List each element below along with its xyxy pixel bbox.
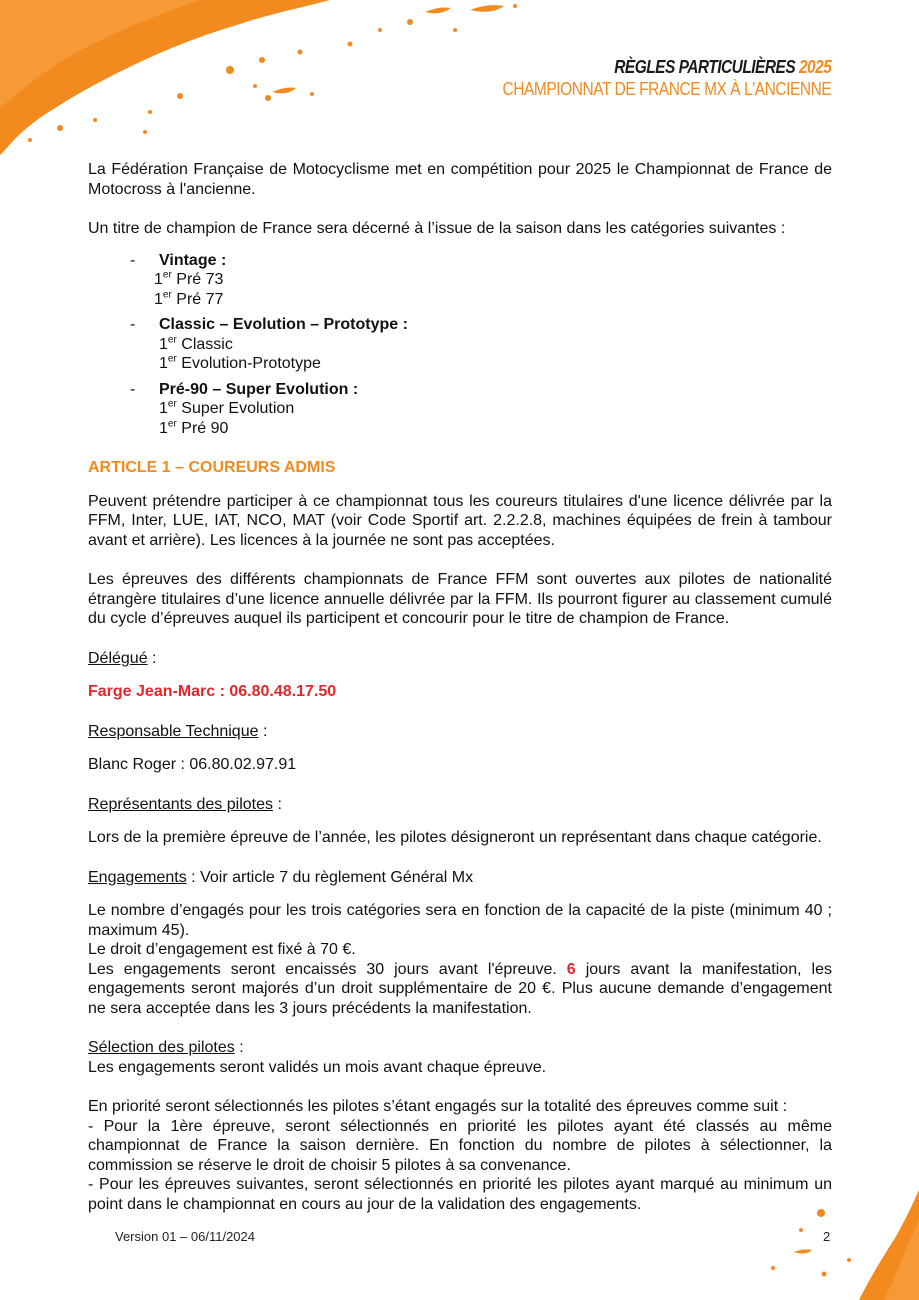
category-item bbox=[88, 251, 832, 310]
representants-heading: Représentants des pilotes : bbox=[88, 795, 282, 813]
category-sub-item: 1er Evolution-Prototype bbox=[159, 353, 321, 372]
page-number: 2 bbox=[823, 1229, 831, 1244]
document-header bbox=[449, 56, 831, 100]
category-sub-item: 1er Classic bbox=[159, 334, 233, 353]
selection-paragraph: - Pour les épreuves suivantes, seront sélectionnés en priorité les pilotes ayant marqué au minimum un point dans le championnat en cours au jour de la validation des engagements. bbox=[88, 1176, 832, 1213]
article-1-title: ARTICLE 1 – COUREURS ADMIS bbox=[88, 459, 336, 476]
intro-categories-paragraph: Un titre de champion de France sera décerné à l’issue de la saison dans les catégories suivantes : bbox=[88, 220, 786, 237]
header-title: RÈGLES PARTICULIÈRES 2025 bbox=[613, 57, 831, 77]
category-sub-item: 1er Pré 77 bbox=[154, 289, 224, 308]
category-sub-item: 1er Pré 90 bbox=[159, 418, 229, 437]
engagements-paragraph: Le nombre d’engagés pour les trois catégories sera en fonction de la capacité de la piste (minimum 40 ; maximum 45). bbox=[88, 902, 832, 939]
selection-paragraph: - Pour la 1ère épreuve, seront sélectionnés en priorité les pilotes ayant été classés au même championnat de France la saison dernière. En fonction du nombre de pilotes à sélectionner, la commission se réserve le droit de choisir 5 pilotes à sa convenance. bbox=[88, 1117, 832, 1174]
footer-version: Version 01 – 06/11/2024 bbox=[115, 1229, 255, 1244]
selection-paragraph: En priorité seront sélectionnés les pilotes s’étant engagés sur la totalité des épreuves comme suit : bbox=[88, 1098, 788, 1115]
engagements-paragraph: Le droit d’engagement est fixé à 70 €. bbox=[88, 941, 356, 958]
days-highlight: 6 bbox=[566, 960, 576, 978]
intro-paragraph: La Fédération Française de Motocyclisme met en compétition pour 2025 le Championnat de France de Motocross à l'ancienne. bbox=[88, 161, 832, 198]
engagements-heading: Engagements : Voir article 7 du règlement Général Mx bbox=[88, 868, 474, 886]
list-dash: - bbox=[130, 316, 136, 333]
category-list bbox=[88, 251, 832, 439]
article-1-paragraph: Peuvent prétendre participer à ce championnat tous les coureurs titulaires d'une licence délivrée par la FFM, Inter, LUE, IAT, NCO, MAT (voir Code Sportif art. 2.2.2.8, machines équipées de frein à tambour avant et arrière). Les licences à la journée ne sont pas acceptées. bbox=[88, 492, 832, 549]
category-sub-item: 1er Super Evolution bbox=[159, 398, 295, 417]
list-dash: - bbox=[130, 380, 136, 398]
delegue-heading: Délégué : bbox=[88, 649, 157, 667]
selection-heading: Sélection des pilotes : bbox=[88, 1039, 244, 1056]
document-body bbox=[88, 160, 832, 1214]
category-title: Classic – Evolution – Prototype : bbox=[159, 316, 408, 333]
list-dash: - bbox=[130, 251, 136, 269]
selection-paragraph: Les engagements seront validés un mois avant chaque épreuve. bbox=[88, 1058, 547, 1076]
header-year: 2025 bbox=[798, 57, 831, 77]
representants-paragraph: Lors de la première épreuve de l’année, les pilotes désigneront un représentant dans chaque catégorie. bbox=[88, 829, 822, 846]
category-item bbox=[88, 380, 832, 439]
category-item bbox=[88, 315, 832, 374]
responsable-contact: Blanc Roger : 06.80.02.97.91 bbox=[88, 756, 297, 773]
category-title: Pré-90 – Super Evolution : bbox=[159, 380, 359, 398]
category-title: Vintage : bbox=[159, 251, 227, 269]
delegue-contact: Farge Jean-Marc : 06.80.48.17.50 bbox=[88, 683, 337, 700]
category-sub-item: 1er Pré 73 bbox=[154, 269, 224, 288]
article-1-paragraph: Les épreuves des différents championnats de France FFM sont ouvertes aux pilotes de nationalité étrangère titulaires d’une licence annuelle délivrée par la FFM. Ils pourront figurer au classement cumulé du cycle d’épreuves auquel ils participent et concourir pour le titre de champion de France. bbox=[88, 571, 832, 627]
engagements-paragraph: Les engagements seront encaissés 30 jours avant l'épreuve. 6 jours avant la manifestation, les engagements seront majorés d’un droit supplémentaire de 20 €. Plus aucune demande d’engagement ne sera acceptée dans les 3 jours précédents la manifestation. bbox=[88, 960, 832, 1017]
responsable-heading: Responsable Technique : bbox=[88, 722, 268, 740]
header-subtitle: CHAMPIONNAT DE FRANCE MX À L'ANCIENNE bbox=[502, 79, 831, 99]
